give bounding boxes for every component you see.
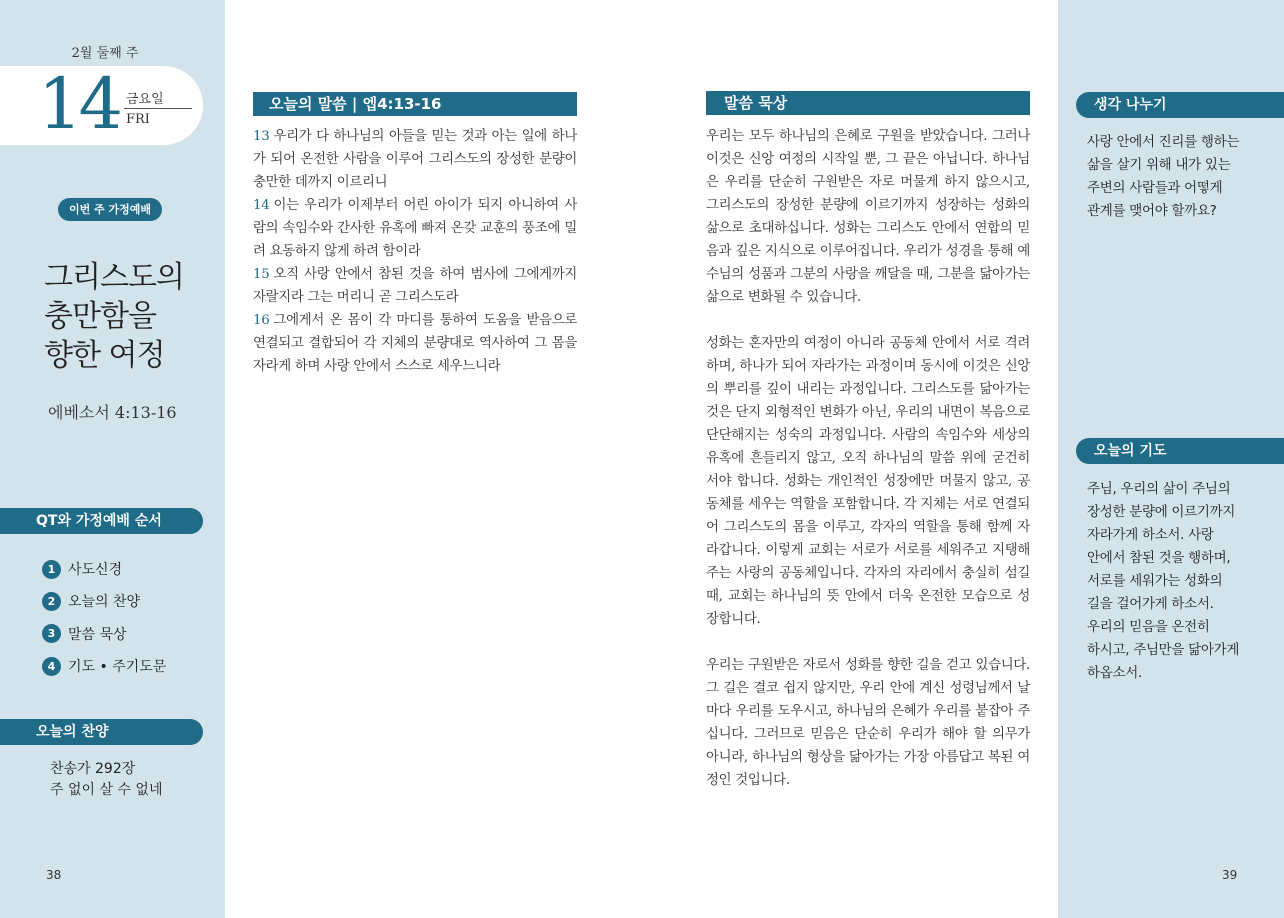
share-line: 삶을 살기 위해 내가 있는 <box>1087 157 1231 173</box>
share-line: 주변의 사람들과 어떻게 <box>1087 180 1223 196</box>
number-badge: 2 <box>42 592 61 611</box>
share-line: 사랑 안에서 진리를 행하는 <box>1087 134 1240 150</box>
prayer-line: 주님, 우리의 삶이 주님의 <box>1087 481 1231 497</box>
list-item <box>42 650 166 682</box>
hymn-header: 오늘의 찬양 <box>0 719 203 745</box>
page-number-right: 39 <box>1222 868 1238 882</box>
number-badge: 1 <box>42 560 61 579</box>
scripture-reference: 에베소서 4:13-16 <box>48 403 177 422</box>
page-title <box>44 258 214 375</box>
list-item <box>42 585 166 617</box>
list-item <box>42 553 166 585</box>
prayer-line: 하옵소서. <box>1087 665 1142 681</box>
verse-text: 이는 우리가 이제부터 어린 아이가 되지 아니하여 사람의 속임수와 간사한 유혹에 빠져 온갖 교훈의 풍조에 밀려 요동하지 않게 하려 함이라 <box>253 198 577 259</box>
day-number: 14 <box>38 63 120 145</box>
order-header: QT와 가정예배 순서 <box>0 508 203 534</box>
title-line: 충만함을 <box>44 299 156 334</box>
todays-word-header: 오늘의 말씀 | 엡4:13-16 <box>253 92 577 116</box>
prayer-text <box>1087 478 1262 685</box>
order-list <box>42 553 166 682</box>
list-item <box>42 618 166 650</box>
verse-text: 오직 사랑 안에서 참된 것을 하여 범사에 그에게까지 자랄지라 그는 머리니 곧 그리스도라 <box>253 267 577 305</box>
verse-text: 우리가 다 하나님의 아들을 믿는 것과 아는 일에 하나가 되어 온전한 사람을 이루어 그리스도의 장성한 분량이 충만한 데까지 이르리니 <box>253 129 577 190</box>
meditation-paragraph: 성화는 혼자만의 여정이 아니라 공동체 안에서 서로 격려하며, 하나가 되어 자라가는 과정이며 동시에 이것은 신앙의 뿌리를 깊이 내리는 과정입니다. 그리스도를 닮아가는 것은 단지 외형적인 변화가 아닌, 우리의 내면이 복음으로 단단해지는 성숙의 과정입니다. 사람의 속임수와 세상의 유혹에 흔들리지 않고, 오직 하나님의 말씀 위에 굳건히 서야 합니다. 성화는 개인적인 성장에만 머물지 않고, 공동체를 세우는 역할을 포함합니다. 각 지체는 서로 연결되어 그리스도의 몸을 이루고, 각자의 역할을 통해 함께 자라갑니다. 이렇게 교회는 서로가 서로를 세워주고 지탱해주는 사랑의 공동체입니다. 각자의 자리에서 충실히 섬길 때, 교회는 하나님의 뜻 안에서 더욱 온전한 모습으로 성장합니다. <box>706 336 1030 627</box>
day-divider <box>124 108 192 109</box>
page-number-left: 38 <box>46 868 62 882</box>
prayer-line: 서로를 세워가는 성화의 <box>1087 573 1223 589</box>
order-item-label: 기도 • 주기도문 <box>68 659 167 676</box>
meditation-body <box>706 125 1030 815</box>
day-of-week-ko: 금요일 <box>126 92 164 107</box>
prayer-line: 하시고, 주님만을 닮아가게 <box>1087 642 1240 658</box>
number-badge: 3 <box>42 624 61 643</box>
prayer-line: 안에서 참된 것을 행하며, <box>1087 550 1231 566</box>
week-label: 2월 둘째 주 <box>71 46 139 61</box>
verse-number: 13 <box>253 129 270 144</box>
meditation-paragraph: 우리는 구원받은 자로서 성화를 향한 길을 걷고 있습니다. 그 길은 결코 쉽지 않지만, 우리 안에 계신 성령님께서 날마다 우리를 도우시고, 하나님의 은혜가 우리를 붙잡아 주십니다. 그러므로 믿음은 단순히 우리가 해야 할 의무가 아니라, 하나님의 형상을 닮아가는 가장 아름답고 복된 여정인 것입니다. <box>706 658 1030 788</box>
verse-number: 14 <box>253 198 270 213</box>
verse-text: 그에게서 온 몸이 각 마디를 통하여 도움을 받음으로 연결되고 결합되어 각 지체의 분량대로 역사하여 그 몸을 자라게 하며 사랑 안에서 스스로 세우느니라 <box>253 313 577 374</box>
share-line: 관계를 맺어야 할까요? <box>1087 203 1217 219</box>
prayer-line: 길을 걸어가게 하소서. <box>1087 596 1214 612</box>
prayer-line: 자라가게 하소서. 사랑 <box>1087 527 1214 543</box>
prayer-header: 오늘의 기도 <box>1076 438 1284 464</box>
scripture-verses <box>253 125 577 378</box>
meditation-header: 말씀 묵상 <box>706 91 1030 115</box>
number-badge: 4 <box>42 657 61 676</box>
order-item-label: 오늘의 찬양 <box>68 594 141 611</box>
share-header: 생각 나누기 <box>1076 92 1284 118</box>
order-item-label: 사도신경 <box>68 562 123 579</box>
order-item-label: 말씀 묵상 <box>68 626 127 643</box>
family-worship-badge: 이번 주 가정예배 <box>58 198 162 221</box>
share-questions <box>1087 131 1262 223</box>
hymn-info <box>50 759 162 801</box>
verse-number: 15 <box>253 267 270 282</box>
hymn-line: 찬송가 292장 <box>50 761 136 777</box>
hymn-line: 주 없이 살 수 없네 <box>50 782 163 798</box>
prayer-line: 장성한 분량에 이르기까지 <box>1087 504 1236 520</box>
meditation-paragraph: 우리는 모두 하나님의 은혜로 구원을 받았습니다. 그러나 이것은 신앙 여정의 시작일 뿐, 그 끝은 아닙니다. 하나님은 우리를 단순히 구원받은 자로 머물게 하지 않으시고, 그리스도의 장성한 분량에 이르기까지 성장하는 성화의 삶으로 초대하십니다. 성화는 그리스도 안에서 연합의 믿음과 깊은 지식으로 이루어집니다. 우리가 성경을 통해 예수님의 성품과 그분의 사랑을 깨달을 때, 그분을 닮아가는 삶으로 변화될 수 있습니다. <box>706 129 1030 305</box>
verse-number: 16 <box>253 313 270 328</box>
prayer-line: 우리의 믿음을 온전히 <box>1087 619 1210 635</box>
title-line: 그리스도의 <box>44 260 184 295</box>
title-line: 향한 여정 <box>44 338 165 373</box>
day-of-week-en: FRI <box>126 112 150 127</box>
